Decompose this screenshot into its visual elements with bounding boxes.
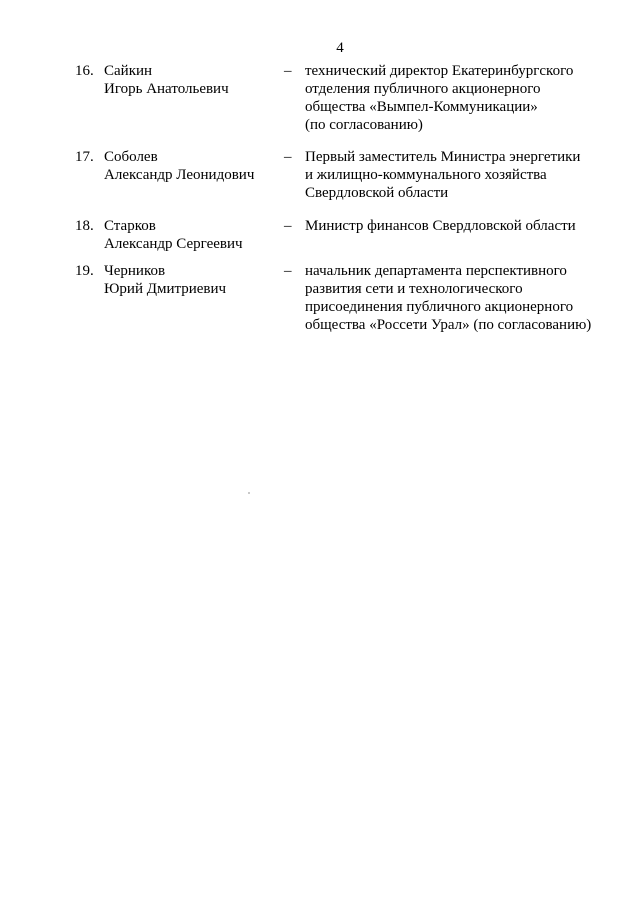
dash: – [284,218,292,234]
description-line: и жилищно-коммунального хозяйства [305,167,547,183]
person-name [104,62,229,98]
given-names: Александр Сергеевич [104,236,243,252]
description-line: отделения публичного акционерного [305,81,541,97]
entry-number: 19. [75,263,94,279]
surname: Черников [104,263,166,279]
position-description [305,62,573,134]
description-line: начальник департамента перспективного [305,263,567,279]
surname: Старков [104,218,156,234]
given-names: Александр Леонидович [104,167,255,183]
given-names: Игорь Анатольевич [104,81,229,97]
entry-number: 18. [75,218,94,234]
dash: – [284,63,292,79]
position-description [305,148,580,202]
scan-speck [248,492,250,494]
description-line: общества «Вымпел-Коммуникации» [305,99,538,115]
given-names: Юрий Дмитриевич [104,281,227,297]
description-line: технический директор Екатеринбургского [305,63,574,79]
person-name [104,148,254,184]
description-line: (по согласованию) [305,117,423,133]
person-name [104,262,226,298]
dash: – [284,149,292,165]
entry-number: 16. [75,63,94,79]
description-line: общества «Россети Урал» (по согласованию) [305,317,592,333]
entry-number: 17. [75,149,94,165]
position-description [305,262,591,334]
page-number: 4 [336,40,344,56]
dash: – [284,263,292,279]
description-line: присоединения публичного акционерного [305,299,574,315]
surname: Сайкин [104,63,153,79]
surname: Соболев [104,149,158,165]
description-line: Свердловской области [305,185,449,201]
description-line: Первый заместитель Министра энергетики [305,149,581,165]
description-line: Министр финансов Свердловской области [305,218,576,234]
person-name [104,217,243,253]
description-line: развития сети и технологического [305,281,523,297]
position-description [305,217,576,235]
